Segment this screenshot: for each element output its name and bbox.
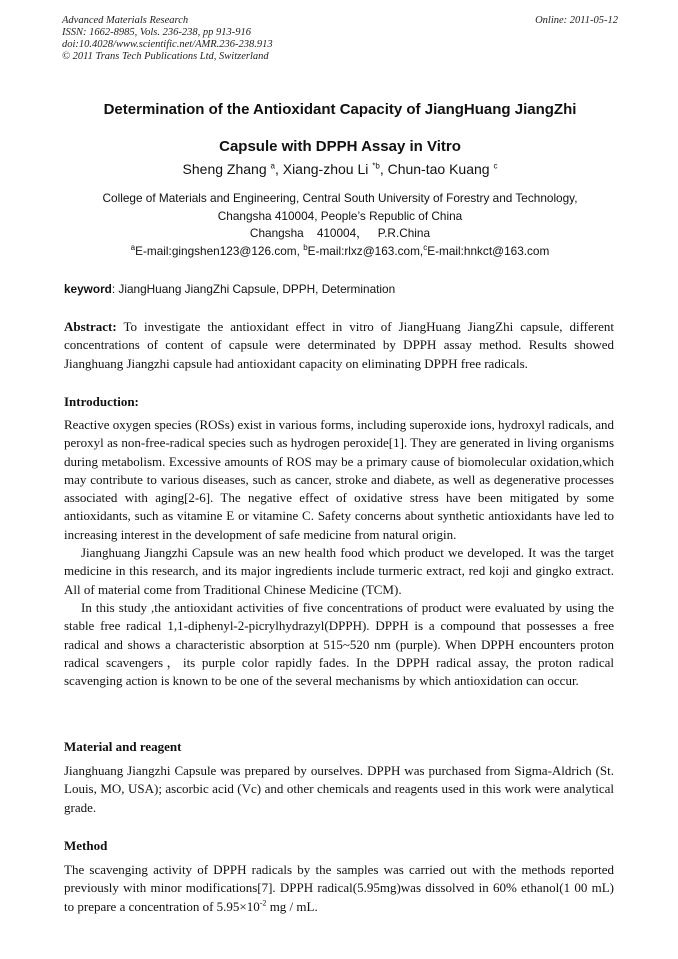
intro-paragraph-1: Reactive oxygen species (ROSs) exist in various forms, including superoxide ions, hydroxyl radicals, and peroxyl as non-free-radical species such as hydrogen peroxide[1]. They are generated in living organisms during metabolism. Excessive amounts of ROS may be a primary cause of biomolecular oxidation,which may contribute to various diseases, such as cancer, stroke and diabete, as well as degenerative processes associated with aging[2-6]. The negative effect of oxidative stress have been mitigated by some antioxidants, such as vitamine E or vitamine C. Safety concerns about synthetic antioxidants have led to increasing interest in the development of safe medicine from natural origin. [64, 417, 614, 542]
journal-name: Advanced Materials Research [62, 15, 189, 26]
material-body [64, 762, 614, 817]
online-date: Online: 2011-05-12 [535, 15, 618, 26]
author-sep-2: , Chun-tao Kuang [379, 161, 494, 177]
material-paragraph: Jianghuang Jiangzhi Capsule was prepared by ourselves. DPPH was purchased from Sigma-Aldrich (St. Louis, MO, USA); ascorbic acid (Vc) and other chemicals and reagents used in this work were analytical grade. [64, 763, 614, 815]
affiliation-line-2: Changsha 410004, People’s Republic of China [217, 208, 463, 223]
abstract-label: Abstract: [64, 319, 117, 334]
email-b[interactable]: E-mail:rlxz@163.com, [307, 243, 424, 258]
paper-title [62, 91, 618, 165]
keywords [64, 282, 620, 297]
affiliation [62, 190, 618, 260]
issn-line: ISSN: 1662-8985, Vols. 236-238, pp 913-916 [62, 27, 251, 38]
author-1: Sheng Zhang [182, 161, 271, 177]
email-a[interactable]: E-mail:gingshen123@126.com, [135, 243, 304, 258]
email-c[interactable]: E-mail:hnkct@163.com [427, 243, 550, 258]
affiliation-line-1: College of Materials and Engineering, Central South University of Forestry and Technology, [102, 191, 578, 205]
method-heading: Method [64, 838, 108, 853]
keyword-label: keyword [64, 282, 112, 296]
affiliation-line-3: Changsha 410004， P.R.China [249, 226, 431, 240]
journal-header [62, 15, 618, 63]
email-a-sup: a [130, 242, 136, 252]
keyword-text: : JiangHuang JiangZhi Capsule, DPPH, Determination [111, 282, 396, 296]
email-b-sup: b [303, 242, 308, 252]
method-text-2: mg / mL. [266, 898, 318, 914]
copyright-line: © 2011 Trans Tech Publications Ltd, Switzerland [62, 51, 269, 62]
material-heading: Material and reagent [64, 739, 182, 754]
title-line-2: Capsule with DPPH Assay in Vitro [219, 138, 461, 155]
method-text-1: The scavenging activity of DPPH radicals by the samples was carried out with the methods reported previously with minor modifications[7]. DPPH radical(5.95mg)was dissolved in 60% ethanol(1 00 mL) to prepare a concentration of 5.95×10 [64, 862, 614, 914]
author-1-sup: a [270, 161, 275, 171]
doi-line: doi:10.4028/www.scientific.net/AMR.236-238.913 [62, 39, 273, 50]
abstract [64, 318, 614, 373]
method-exponent: -2 [259, 898, 267, 908]
email-c-sup: c [423, 242, 428, 252]
title-line-1: Determination of the Antioxidant Capacity of JiangHuang JiangZhi [103, 101, 577, 118]
method-body [64, 861, 614, 916]
author-sep-1: , Xiang-zhou Li [274, 161, 373, 177]
introduction-body [64, 416, 614, 690]
author-2-sup: *b [372, 161, 380, 171]
abstract-text: To investigate the antioxidant effect in vitro of JiangHuang JiangZhi capsule, different concentrations of content of capsule were determinated by DPPH assay method. Results showed Jianghuang Jiangzhi capsule had antioxidant capacity on eliminating DPPH free radicals. [64, 319, 614, 371]
email-line [62, 243, 618, 261]
author-3-sup: c [493, 161, 498, 171]
intro-paragraph-2: Jianghuang Jiangzhi Capsule was an new health food which product we developed. It was the target medicine in this research, and its major ingredients include turmeric extract, red koji and gingko extract. All of material come from Traditional Chinese Medicine (TCM). [64, 545, 614, 597]
intro-paragraph-3: In this study ,the antioxidant activities of five concentrations of product were evaluated by using the stable free radical 1,1-diphenyl-2-picrylhydrazyl(DPPH). DPPH is a compound that possesses a free radical and shows a characteristic absorption at 515~520 nm (purple). When DPPH encounters proton radical scavengers，its purple color rapidly fades. In the DPPH radical assay, the proton radical scavenging action is known to be one of the several mechanisms by which antioxidation can occur. [64, 599, 614, 689]
author-list [62, 160, 618, 178]
introduction-heading: Introduction: [64, 394, 139, 409]
